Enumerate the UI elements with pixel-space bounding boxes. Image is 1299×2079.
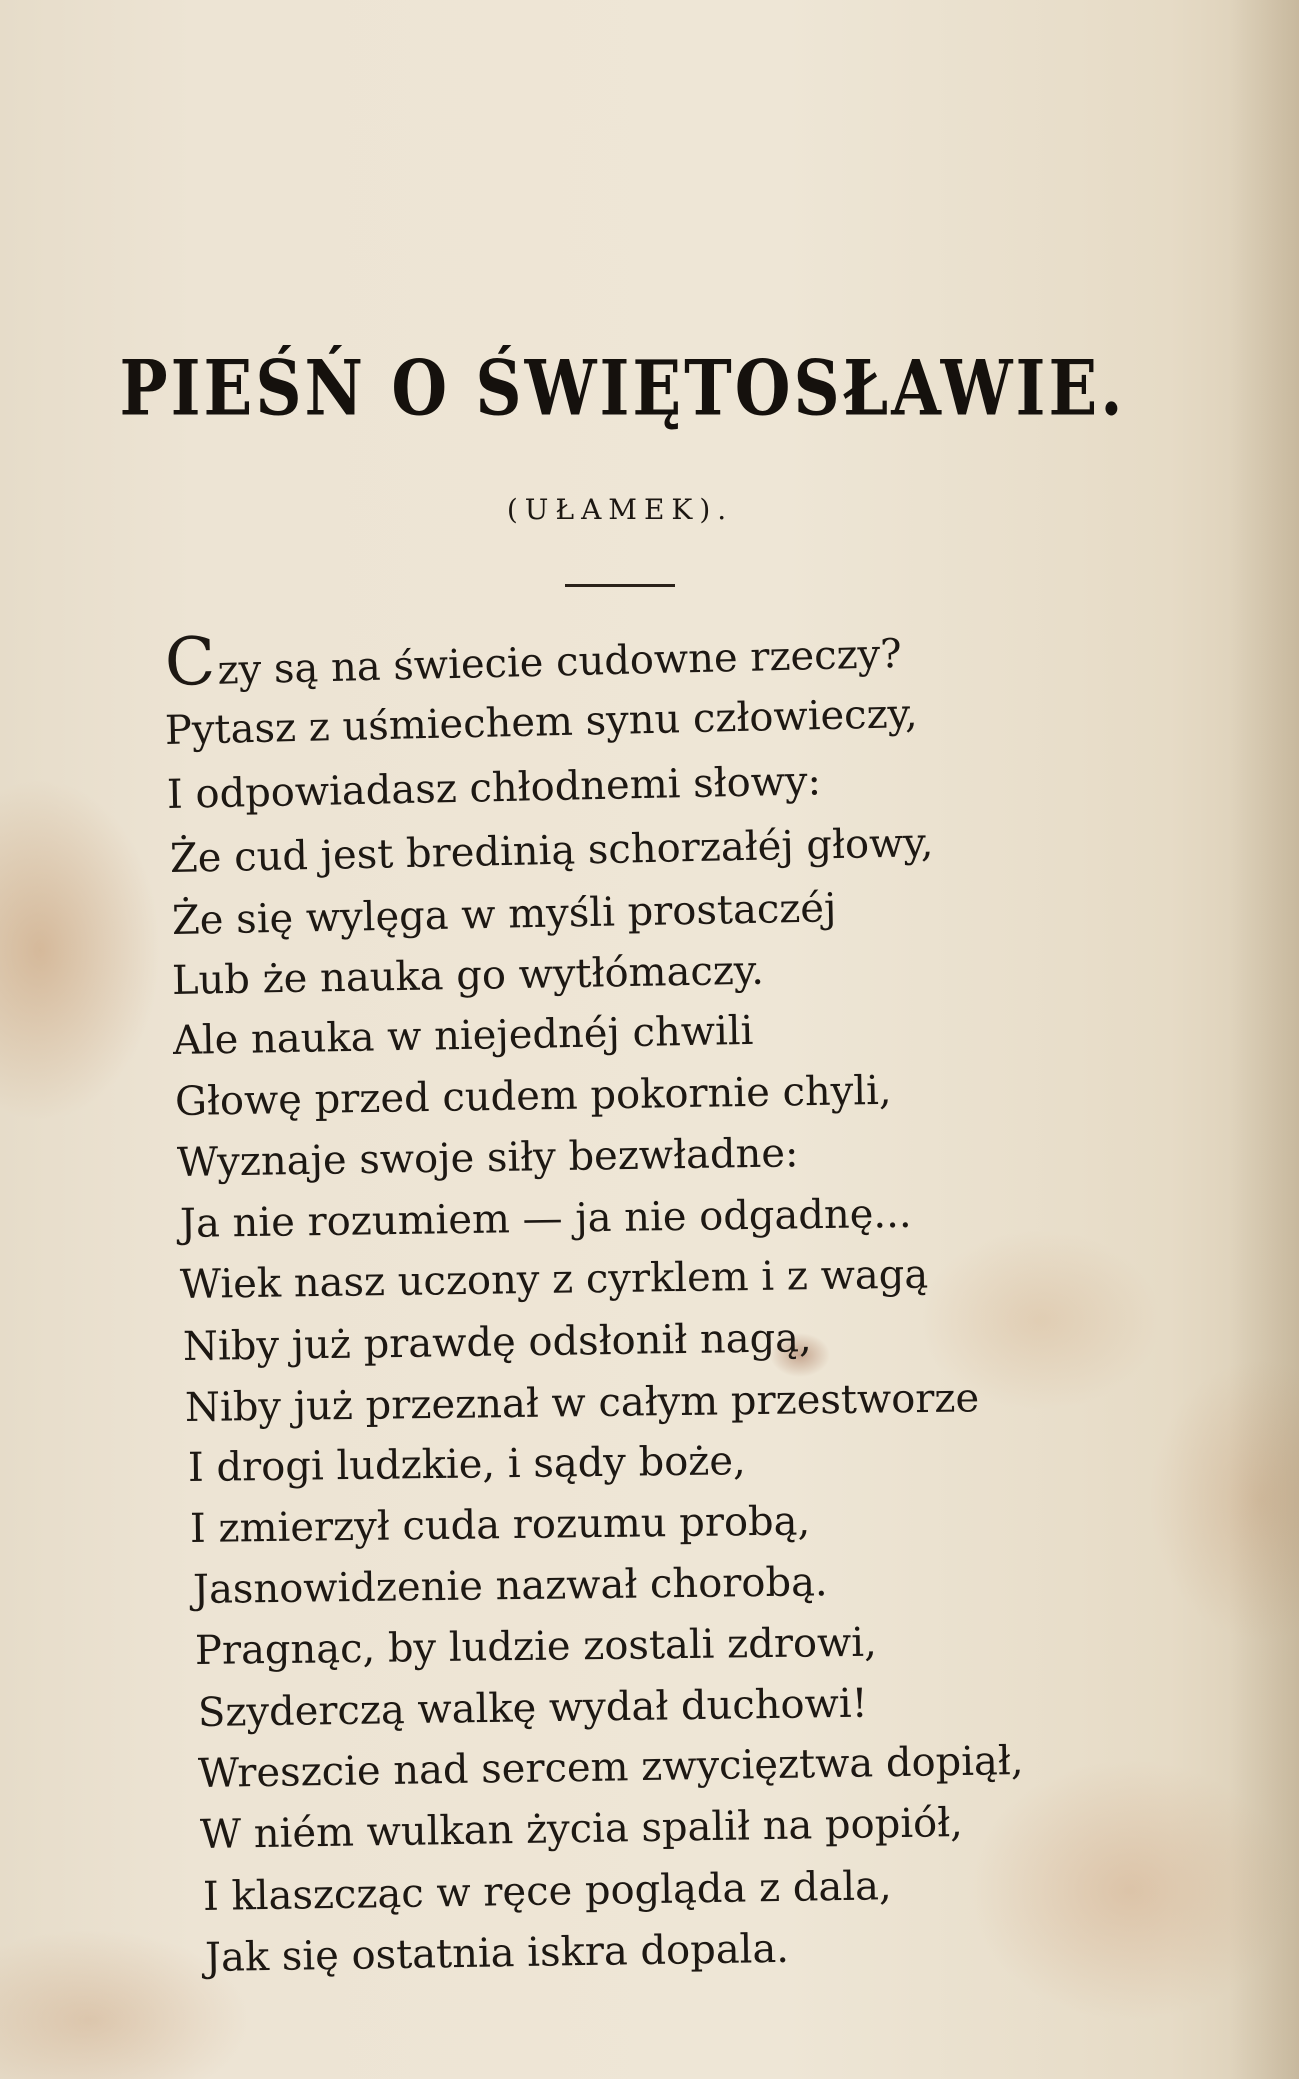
poem-subtitle: (UŁAMEK). [506,493,734,526]
poem-line: Niby już prawdę odsłonił nagą, [182,1315,813,1370]
poem-line: I klaszcząc w ręce pogląda z dala, [202,1863,892,1920]
poem-line: Wreszcie nad sercem zwycięztwa dopiął, [197,1738,1024,1797]
poem-line: Że się wylęga w myśli prostaczéj [171,885,837,944]
poem-line: Jak się ostatnia iskra dopala. [204,1925,790,1981]
poem-line: I zmierzył cuda rozumu probą, [189,1498,811,1552]
poem-line: Wyznaje swoje siły bezwładne: [176,1130,799,1186]
poem-line: I odpowiadasz chłodnemi słowy: [166,758,822,818]
poem-line: Że cud jest bredinią schorzałéj głowy, [169,820,934,882]
poem-line: W niém wulkan życia spalił na popiół, [199,1800,964,1858]
poem-line: Lub że nauka go wytłómaczy. [171,947,765,1004]
poem-line: Pragnąc, by ludzie zostali zdrowi, [194,1619,878,1674]
poem-line: Jasnowidzenie nazwał chorobą. [192,1559,828,1613]
poem-title: PIEŚŃ O ŚWIĘTOSŁAWIE. [119,345,1126,434]
poem-line: I drogi ludzkie, i sądy boże, [187,1438,747,1491]
poem-line: Ja nie rozumiem — ja nie odgadnę... [179,1190,912,1247]
poem-line: Głowę przed cudem pokornie chyli, [174,1067,892,1125]
poem-line: Ale nauka w niejednéj chwili [172,1007,754,1064]
drop-cap: C [163,622,217,701]
poem-line-text: zy są na świecie cudowne rzeczy? [217,631,903,694]
poem-line-first [163,620,903,701]
poem-line: Niby już przeznał w całym przestworze [184,1375,980,1431]
poem-line: Pytasz z uśmiechem synu człowieczy, [164,690,919,754]
poem-line: Wiek nasz uczony z cyrklem i z wagą [179,1251,929,1308]
poem-line: Szyderczą walkę wydał duchowi! [197,1680,868,1736]
